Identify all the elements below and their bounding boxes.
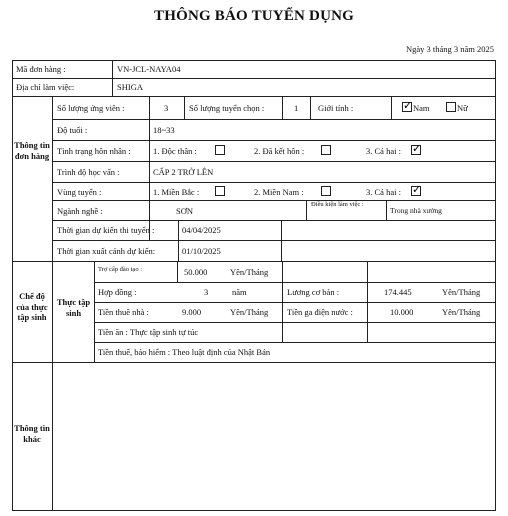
- gender-male-label: Nam: [413, 103, 430, 113]
- age-value: 18~33: [153, 125, 175, 135]
- page-title: THÔNG BÁO TUYỂN DỤNG: [154, 8, 354, 24]
- workplace-label: Địa chỉ làm việc:: [16, 82, 75, 92]
- gender-female-label: Nữ: [457, 103, 468, 113]
- rent-value: 9.000: [182, 307, 202, 317]
- tax-insurance-note: Tiền thuế, bảo hiểm : Theo luật định của Nhật Bản: [98, 347, 271, 357]
- industry-value: SƠN: [176, 206, 194, 216]
- age-label: Độ tuổi :: [57, 125, 88, 135]
- region-south-label: 2. Miền Nam :: [254, 187, 304, 197]
- order-code-value: VN-JCL-NAYA04: [117, 64, 181, 74]
- marital-married-checkbox[interactable]: [321, 145, 331, 155]
- gender-label: Giới tính :: [318, 103, 354, 113]
- selected-label: Số lượng tuyển chọn :: [189, 103, 265, 113]
- departure-date-value: 01/10/2025: [182, 246, 221, 256]
- section-benefits: Chế độ của thực tập sinh: [16, 291, 48, 323]
- section-other-info: Thông tin khác: [14, 423, 50, 444]
- training-allowance-unit: Yên/Tháng: [230, 267, 269, 277]
- conditions-value: Trong nhà xưởng: [390, 206, 442, 215]
- applicants-label: Số lượng ứng viên :: [57, 103, 125, 113]
- departure-date-label: Thời gian xuất cảnh dự kiến:: [57, 246, 156, 256]
- utilities-unit: Yên/Tháng: [442, 307, 481, 317]
- rent-label: Tiền thuê nhà :: [98, 307, 149, 317]
- contract-value: 3: [204, 287, 209, 297]
- selected-value: 1: [294, 103, 299, 113]
- marital-married-label: 2. Đã kết hôn :: [254, 146, 305, 156]
- marital-single-label: 1. Độc thân :: [153, 146, 197, 156]
- exam-date-value: 04/04/2025: [182, 225, 221, 235]
- marital-single-checkbox[interactable]: [215, 145, 225, 155]
- rent-unit: Yên/Tháng: [230, 307, 269, 317]
- contract-unit: năm: [232, 287, 247, 297]
- base-salary-value: 174.445: [384, 287, 412, 297]
- training-allowance-label: Trợ cấp đào tạo :: [98, 266, 142, 273]
- region-south-checkbox[interactable]: [321, 186, 331, 196]
- education-label: Trình độ học vấn :: [57, 167, 120, 177]
- region-label: Vùng tuyển :: [57, 187, 102, 197]
- issue-date: Ngày 3 tháng 3 năm 2025: [405, 44, 494, 54]
- region-both-checkbox[interactable]: [411, 186, 421, 196]
- base-salary-unit: Yên/Tháng: [442, 287, 481, 297]
- order-code-label: Mã đơn hàng :: [16, 64, 66, 74]
- applicants-value: 3: [164, 103, 169, 113]
- industry-label: Ngành nghề :: [57, 206, 103, 216]
- utilities-label: Tiền ga điện nước :: [287, 307, 353, 317]
- section-trainee: Thực tập sinh: [56, 297, 91, 318]
- gender-male-checkbox[interactable]: [402, 102, 412, 112]
- region-north-checkbox[interactable]: [215, 186, 225, 196]
- conditions-label: Điều kiện làm việc :: [311, 201, 364, 208]
- region-both-label: 3. Cả hai :: [366, 187, 401, 197]
- section-order-info: Thông tin đơn hàng: [14, 140, 50, 161]
- exam-date-label: Thời gian dự kiến thi tuyển :: [57, 225, 155, 235]
- gender-female-checkbox[interactable]: [446, 102, 456, 112]
- base-salary-label: Lương cơ bản :: [287, 287, 340, 297]
- marital-both-label: 3. Cả hai :: [366, 146, 401, 156]
- contract-label: Hợp đồng :: [98, 287, 137, 297]
- marital-both-checkbox[interactable]: [411, 145, 421, 155]
- food-cost-note: Tiền ăn : Thực tập sinh tự túc: [98, 327, 199, 337]
- training-allowance-value: 50.000: [184, 267, 208, 277]
- region-north-label: 1. Miền Bắc :: [153, 187, 200, 197]
- marital-label: Tình trạng hôn nhân :: [57, 146, 131, 156]
- workplace-value: SHIGA: [117, 82, 143, 92]
- education-value: CẤP 2 TRỞ LÊN: [153, 167, 214, 177]
- utilities-value: 10.000: [390, 307, 414, 317]
